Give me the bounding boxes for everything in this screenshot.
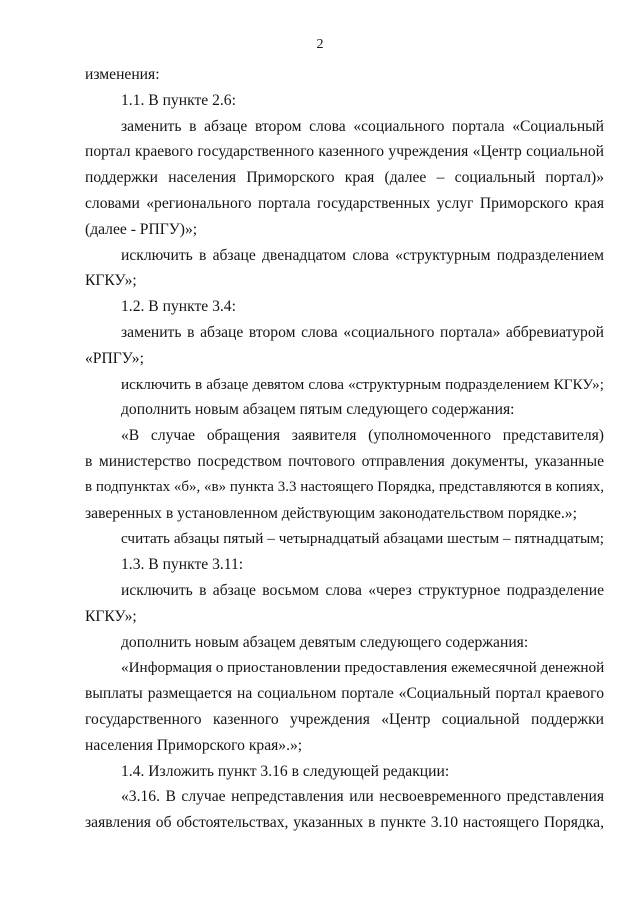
text-line: КГКУ»; xyxy=(85,272,137,290)
text-line: изменения: xyxy=(85,66,160,83)
text-line: 1.1. В пункте 2.6: xyxy=(121,91,236,109)
text-line: заверенных в установленном действующим законодательством порядке.»; xyxy=(85,504,577,522)
text-line: исключить в абзаце двенадцатом слова «структурным подразделением xyxy=(121,246,604,264)
text-line: КГКУ»; xyxy=(85,607,137,625)
text-line: портал краевого государственного казенного учреждения «Центр социальной xyxy=(85,143,604,161)
text-line: исключить в абзаце восьмом слова «через структурное подразделение xyxy=(121,581,604,599)
text-line: заменить в абзаце втором слова «социального портала «Социальный xyxy=(121,117,604,135)
text-line: «Информация о приостановлении предоставления ежемесячной денежной xyxy=(121,659,605,677)
text-line: считать абзацы пятый – четырнадцатый абзацами шестым – пятнадцатым; xyxy=(121,530,604,548)
text-line: 1.2. В пункте 3.4: xyxy=(121,298,236,316)
text-line: населения Приморского края».»; xyxy=(85,736,303,754)
text-line: исключить в абзаце девятом слова «структурным подразделением КГКУ»; xyxy=(121,375,604,393)
text-line: государственного казенного учреждения «Центр социальной поддержки xyxy=(85,710,604,728)
text-line: словами «регионального портала государственных услуг Приморского края xyxy=(85,194,604,212)
document-body xyxy=(85,62,604,836)
text-line: в подпунктах «б», «в» пункта 3.3 настоящего Порядка, представляются в копиях, xyxy=(85,478,604,495)
text-line: «3.16. В случае непредставления или несвоевременного представления xyxy=(121,788,604,806)
text-line: заявления об обстоятельствах, указанных в пункте 3.10 настоящего Порядка, xyxy=(85,814,604,832)
text-line: дополнить новым абзацем девятым следующего содержания: xyxy=(121,633,529,651)
text-line: 1.4. Изложить пункт 3.16 в следующей редакции: xyxy=(121,762,450,780)
text-line: «РПГУ»; xyxy=(85,349,144,367)
text-line: поддержки населения Приморского края (далее – социальный портал)» xyxy=(85,169,604,187)
text-line: выплаты размещается на социальном портале «Социальный портал краевого xyxy=(85,685,604,703)
text-line: (далее - РПГУ)»; xyxy=(85,220,198,238)
text-line: дополнить новым абзацем пятым следующего содержания: xyxy=(121,401,515,419)
text-line: «В случае обращения заявителя (уполномоченного представителя) xyxy=(121,427,604,445)
text-line: в министерство посредством почтового отправления документы, указанные xyxy=(85,452,604,470)
text-line: заменить в абзаце втором слова «социального портала» аббревиатурой xyxy=(121,323,604,341)
page-number: 2 xyxy=(316,37,324,52)
text-line: 1.3. В пункте 3.11: xyxy=(121,556,244,574)
